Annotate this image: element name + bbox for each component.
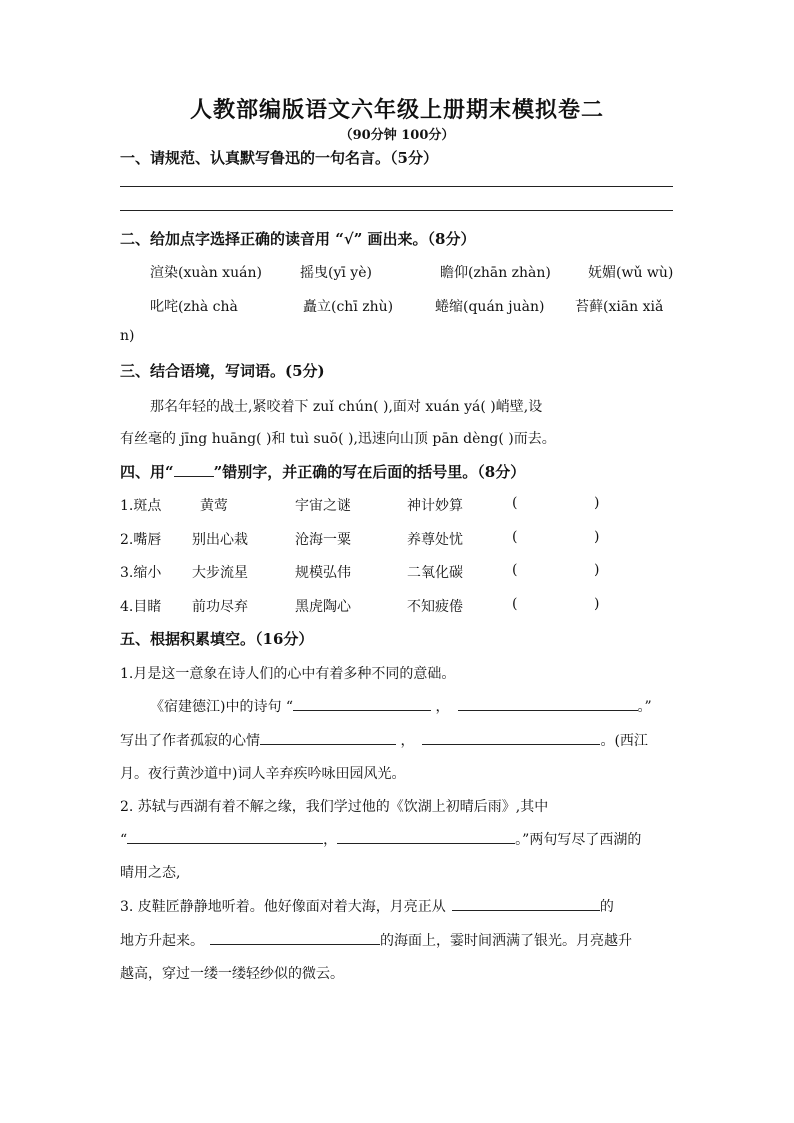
list-item[interactable]: 神计妙算 [407,498,463,514]
question-text-part: 。” [637,699,652,715]
question-text-part: ， [431,699,450,715]
fill-blank[interactable] [260,730,396,745]
list-item: 1.斑点 [120,498,162,514]
question-text-part: 。”两句写尽了西湖的 [515,832,642,848]
fill-blank[interactable] [452,896,600,911]
fill-blank[interactable] [293,696,431,711]
section-5-heading: 五、根据积累填空。（16分） [120,630,314,648]
pinyin-choice[interactable]: 摇曳(yī yè) [300,265,372,281]
fill-blank[interactable] [458,696,638,711]
question-text-part: 《宿建德江)中的诗句 “ [150,699,294,715]
page-title: 人教部编版语文六年级上册期末模拟卷二 [189,97,604,123]
list-item[interactable]: 黄莺 [200,498,228,514]
list-item[interactable]: 宇宙之谜 [295,498,351,514]
list-item: 4.目睹 [120,599,162,615]
question-text [150,696,652,716]
pinyin-choice[interactable]: 叱咤(zhà chà [150,299,238,315]
answer-bracket-close: ) [594,596,600,612]
question-text: 1.月是这一意象在诗人们的心中有着多种不同的意础。 [120,666,456,682]
pinyin-choice[interactable]: 矗立(chī zhù) [303,299,394,315]
question-text-part: 。(西江 [600,733,648,749]
fill-blank[interactable] [337,829,515,844]
question-text: 2. 苏轼与西湖有着不解之缘，我们学过他的《饮湖上初晴后雨》,其中 [120,799,549,815]
context-text-line: 有丝毫的 jīng huāng( )和 tuì suō( ),迅速向山顶 pān dèng( )而去。 [120,431,556,447]
pinyin-choice[interactable]: 渲染(xuàn xuán) [150,265,262,281]
question-text-part: 的 [599,899,614,915]
answer-line-2[interactable] [120,210,673,211]
list-item[interactable]: 二氧化碳 [407,565,463,581]
question-text [120,730,648,750]
list-item[interactable]: 大步流星 [192,565,248,581]
list-item[interactable]: 沧海一粟 [295,532,351,548]
list-item[interactable]: 养尊处忧 [407,532,463,548]
pinyin-choice[interactable]: 蜷缩(quán juàn) [435,299,545,315]
question-text: 月。夜行黄沙道中)词人辛弃疾吟咏田园风光。 [120,766,406,782]
answer-bracket-close: ) [594,562,600,578]
question-text-part: 的海面上，霎时间洒满了银光。月亮越升 [380,933,632,949]
list-item: 2.嘴唇 [120,532,162,548]
section-2-heading: 二、给加点字选择正确的读音用 “√” 画出来。（8分） [120,230,476,248]
fill-blank[interactable] [127,829,323,844]
answer-bracket-open[interactable]: ( [512,562,518,578]
list-item[interactable]: 别出心栽 [192,532,248,548]
question-text: 晴用之态, [120,865,181,881]
section-1-heading: 一、请规范、认真默写鲁迅的一句名言。（5分） [120,149,438,167]
question-text: 越高，穿过一缕一缕轻纱似的微云。 [120,966,344,982]
underline-sample [174,464,214,477]
section-4-heading [120,461,525,482]
list-item[interactable]: 前功尽弃 [192,599,248,615]
answer-bracket-open[interactable]: ( [512,495,518,511]
question-text-part: 3. 皮鞋匠静静地听着。他好像面对着大海，月亮正从 [120,899,446,915]
section-3-heading: 三、结合语境，写词语。(5分) [120,362,325,380]
list-item[interactable]: 黑虎陶心 [295,599,351,615]
page-subtitle: （90分钟 100分） [339,128,455,143]
answer-bracket-open[interactable]: ( [512,529,518,545]
question-text [120,829,641,849]
answer-bracket-close: ) [594,529,600,545]
question-text-part: ， [396,733,415,749]
pinyin-choice[interactable]: 苔藓(xiān xiǎ [575,299,664,315]
answer-bracket-close: ) [594,495,600,511]
answer-line-1[interactable] [120,186,673,187]
question-text-part: 地方升起来。 [120,933,204,949]
list-item[interactable]: 不知疲倦 [407,599,463,615]
pinyin-choice[interactable]: 妩媚(wǔ wù) [588,265,674,281]
section-4-heading-start: 四、用“ [120,463,174,481]
list-item[interactable]: 规模弘伟 [295,565,351,581]
fill-blank[interactable] [422,730,600,745]
question-text-part: ， [323,832,338,848]
pinyin-choice-wrap: n) [120,328,135,344]
list-item: 3.缩小 [120,565,162,581]
question-text-part: “ [120,832,128,848]
question-text [120,896,614,916]
section-4-heading-end: ”错别字，并正确的写在后面的括号里。（8分） [213,463,526,481]
pinyin-choice[interactable]: 瞻仰(zhān zhàn) [440,265,551,281]
answer-bracket-open[interactable]: ( [512,596,518,612]
context-text-line: 那名年轻的战士,紧咬着下 zuǐ chún( ),面对 xuán yá( )峭壁,设 [150,399,543,415]
question-text [120,930,632,950]
fill-blank[interactable] [210,930,380,945]
question-text-part: 写出了作者孤寂的心情 [120,733,260,749]
